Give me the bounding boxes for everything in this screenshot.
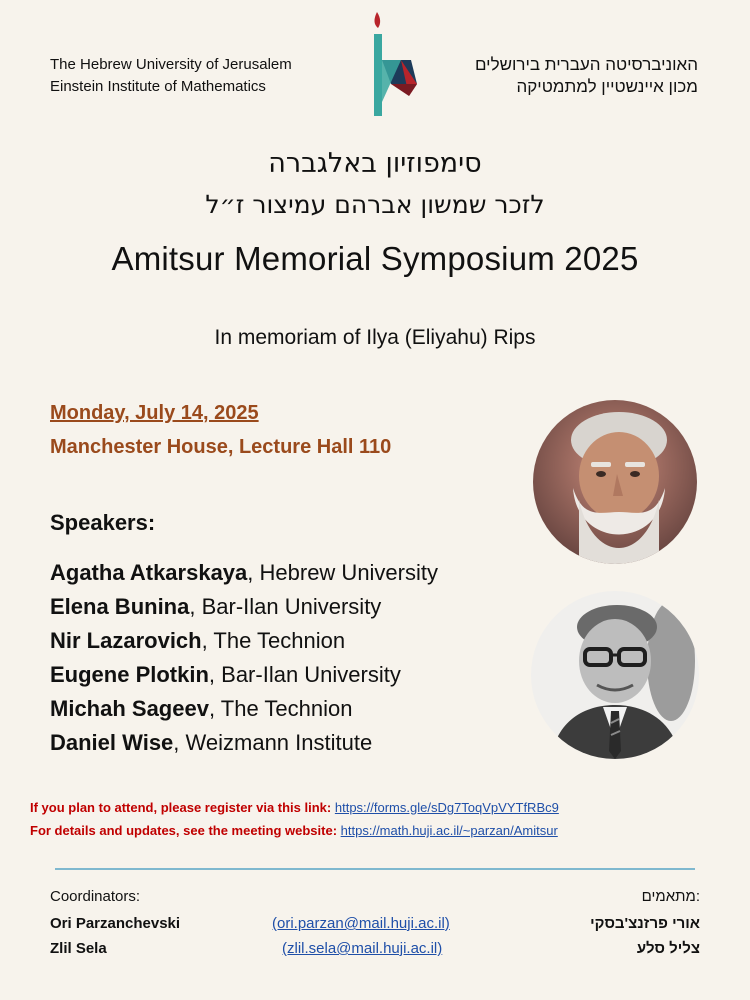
speaker-name: Michah Sageev xyxy=(50,696,209,721)
university-label-en: The Hebrew University of Jerusalem xyxy=(50,56,292,73)
university-name-he xyxy=(475,54,698,98)
institute-label-en: Einstein Institute of Mathematics xyxy=(50,78,266,95)
coordinator-name: Ori Parzanchevski xyxy=(50,915,181,932)
page-title: Amitsur Memorial Symposium 2025 xyxy=(111,240,639,277)
university-label-he: האוניברסיטה העברית בירושלים xyxy=(474,55,698,74)
coordinator-email xyxy=(282,940,442,957)
speakers-heading: Speakers: xyxy=(50,510,156,535)
speaker-item xyxy=(50,658,438,692)
speaker-item xyxy=(50,556,438,590)
institute-label-he: מכון איינשטיין למתמטיקה xyxy=(516,77,698,96)
portrait-bearded-man-icon xyxy=(533,400,697,564)
coordinator-email-link[interactable]: (zlil.sela@mail.huji.ac.il) xyxy=(282,940,443,957)
title-hebrew-line1: סימפוזיון באלגברה xyxy=(268,148,482,179)
portrait-man-glasses-icon xyxy=(531,591,699,759)
speaker-affiliation: , Bar-Ilan University xyxy=(208,662,401,687)
speaker-item xyxy=(50,624,438,658)
title-hebrew-line2: לזכר שמשון אברהם עמיצור ז״ל xyxy=(205,190,545,219)
coordinator-email xyxy=(272,915,450,932)
speaker-name: Nir Lazarovich xyxy=(50,628,202,653)
register-link[interactable]: https://forms.gle/sDg7ToqVpVYTfRBc9 xyxy=(334,800,559,815)
speaker-name: Elena Bunina xyxy=(50,594,190,619)
speaker-item xyxy=(50,590,438,624)
details-text: For details and updates, see the meeting website: xyxy=(30,823,338,838)
speaker-affiliation: , Hebrew University xyxy=(247,560,438,585)
coordinator-email-link[interactable]: (ori.parzan@mail.huji.ac.il) xyxy=(272,915,450,932)
speaker-affiliation: , Weizmann Institute xyxy=(173,730,373,755)
coordinators-heading-he: :מתאמים xyxy=(641,888,700,905)
coordinator-name-he: אורי פרזנצ'בסקי xyxy=(590,915,700,932)
website-link[interactable]: https://math.huji.ac.il/~parzan/Amitsur xyxy=(340,823,558,838)
register-line xyxy=(30,800,559,815)
university-name-en xyxy=(50,54,292,98)
speaker-name: Agatha Atkarskaya xyxy=(50,560,248,585)
memoriam-subtitle: In memoriam of Ilya (Eliyahu) Rips xyxy=(214,326,536,349)
speaker-item xyxy=(50,726,438,760)
hebrew-university-logo-icon xyxy=(357,8,423,118)
divider xyxy=(55,868,695,870)
speaker-name: Eugene Plotkin xyxy=(50,662,209,687)
speaker-item xyxy=(50,692,438,726)
speaker-affiliation: , Bar-Ilan University xyxy=(189,594,382,619)
event-date: Monday, July 14, 2025 xyxy=(50,402,259,424)
event-venue: Manchester House, Lecture Hall 110 xyxy=(50,436,392,458)
coordinator-name: Zlil Sela xyxy=(50,940,107,957)
register-text: If you plan to attend, please register via this link: xyxy=(30,800,332,815)
coordinator-name-he: צליל סלע xyxy=(636,940,700,957)
speaker-affiliation: , The Technion xyxy=(201,628,346,653)
speaker-affiliation: , The Technion xyxy=(208,696,353,721)
speaker-list xyxy=(50,556,438,760)
speaker-name: Daniel Wise xyxy=(50,730,174,755)
coordinators-heading: Coordinators: xyxy=(50,888,141,905)
details-line xyxy=(30,823,558,838)
